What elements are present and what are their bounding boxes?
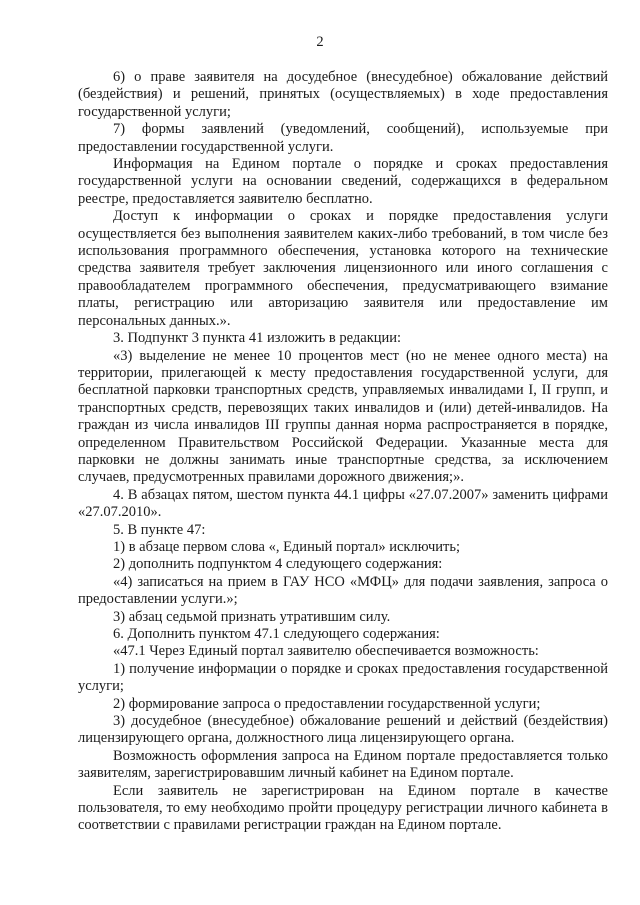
paragraph: 5. В пункте 47: [113, 521, 206, 538]
paragraph: 1) получение информации о порядке и сроках предоставления государственной услуги; [78, 660, 608, 695]
paragraph: 2) дополнить подпунктом 4 следующего содержания: [113, 556, 443, 573]
paragraph: Возможность оформления запроса на Едином портале предоставляется только заявителям, зарегистрировавшим личный кабинет на Едином портале. [78, 747, 608, 782]
paragraph: 3) абзац седьмой признать утратившим силу. [113, 608, 391, 625]
paragraph: 6. Дополнить пунктом 47.1 следующего содержания: [113, 626, 440, 642]
paragraph: Доступ к информации о сроках и порядке предоставления услуги осуществляется без выполнения заявителем каких-либо требований, в том числе без использования программного обеспечения, установка которого на технические средства заявителя требует заключения лицензионного или иного соглашения с правообладателем программного обеспечения, предусматривающего взимание платы, регистрацию или авторизацию заявителя или предоставление им персональных данных.». [78, 208, 608, 329]
paragraph: «4) записаться на прием в ГАУ НСО «МФЦ» для подачи заявления, запроса о предоставлении услуги.»; [78, 573, 608, 608]
paragraph: 2) формирование запроса о предоставлении государственной услуги; [113, 695, 541, 712]
paragraph: «47.1 Через Единый портал заявителю обеспечивается возможность: [113, 643, 539, 660]
paragraph: «3) выделение не менее 10 процентов мест (но не менее одного места) на территории, прилегающей к месту предоставления государственной услуги, для бесплатной парковки транспортных средств, управляемых инвалидами I, II групп, и транспортных средств, перевозящих таких инвалидов и (или) детей-инвалидов. На граждан из числа инвалидов III группы данная норма распространяется в порядке, определенном Правительством Российской Федерации. Указанные места для парковки не должны занимать иные транспортные средства, за исключением случаев, предусмотренных правилами дорожного движения;». [78, 347, 608, 486]
paragraph: Если заявитель не зарегистрирован на Едином портале в качестве пользователя, то ему необходимо пройти процедуру регистрации личного кабинета в соответствии с правилами регистрации граждан на Едином портале. [78, 782, 608, 834]
paragraph: 4. В абзацах пятом, шестом пункта 44.1 цифры «27.07.2007» заменить цифрами «27.07.2010». [78, 486, 608, 521]
paragraph: Информация на Едином портале о порядке и сроках предоставления государственной услуги на основании сведений, содержащихся в федеральном реестре, предоставляется заявителю бесплатно. [78, 156, 608, 207]
page-number: 2 [316, 34, 324, 50]
document-body [78, 69, 608, 835]
paragraph: 3. Подпункт 3 пункта 41 изложить в редакции: [113, 330, 402, 347]
paragraph: 7) формы заявлений (уведомлений, сообщений), используемые при предоставлении государственной услуги. [78, 121, 608, 155]
paragraph: 3) досудебное (внесудебное) обжалование решений и действий (бездействия) лицензирующего органа, должностного лица лицензирующего органа. [78, 713, 608, 747]
paragraph: 6) о праве заявителя на досудебное (внесудебное) обжалование действий (бездействия) и решений, принятых (осуществляемых) в ходе предоставления государственной услуги; [78, 69, 608, 120]
paragraph: 1) в абзаце первом слова «, Единый портал» исключить; [113, 538, 461, 555]
